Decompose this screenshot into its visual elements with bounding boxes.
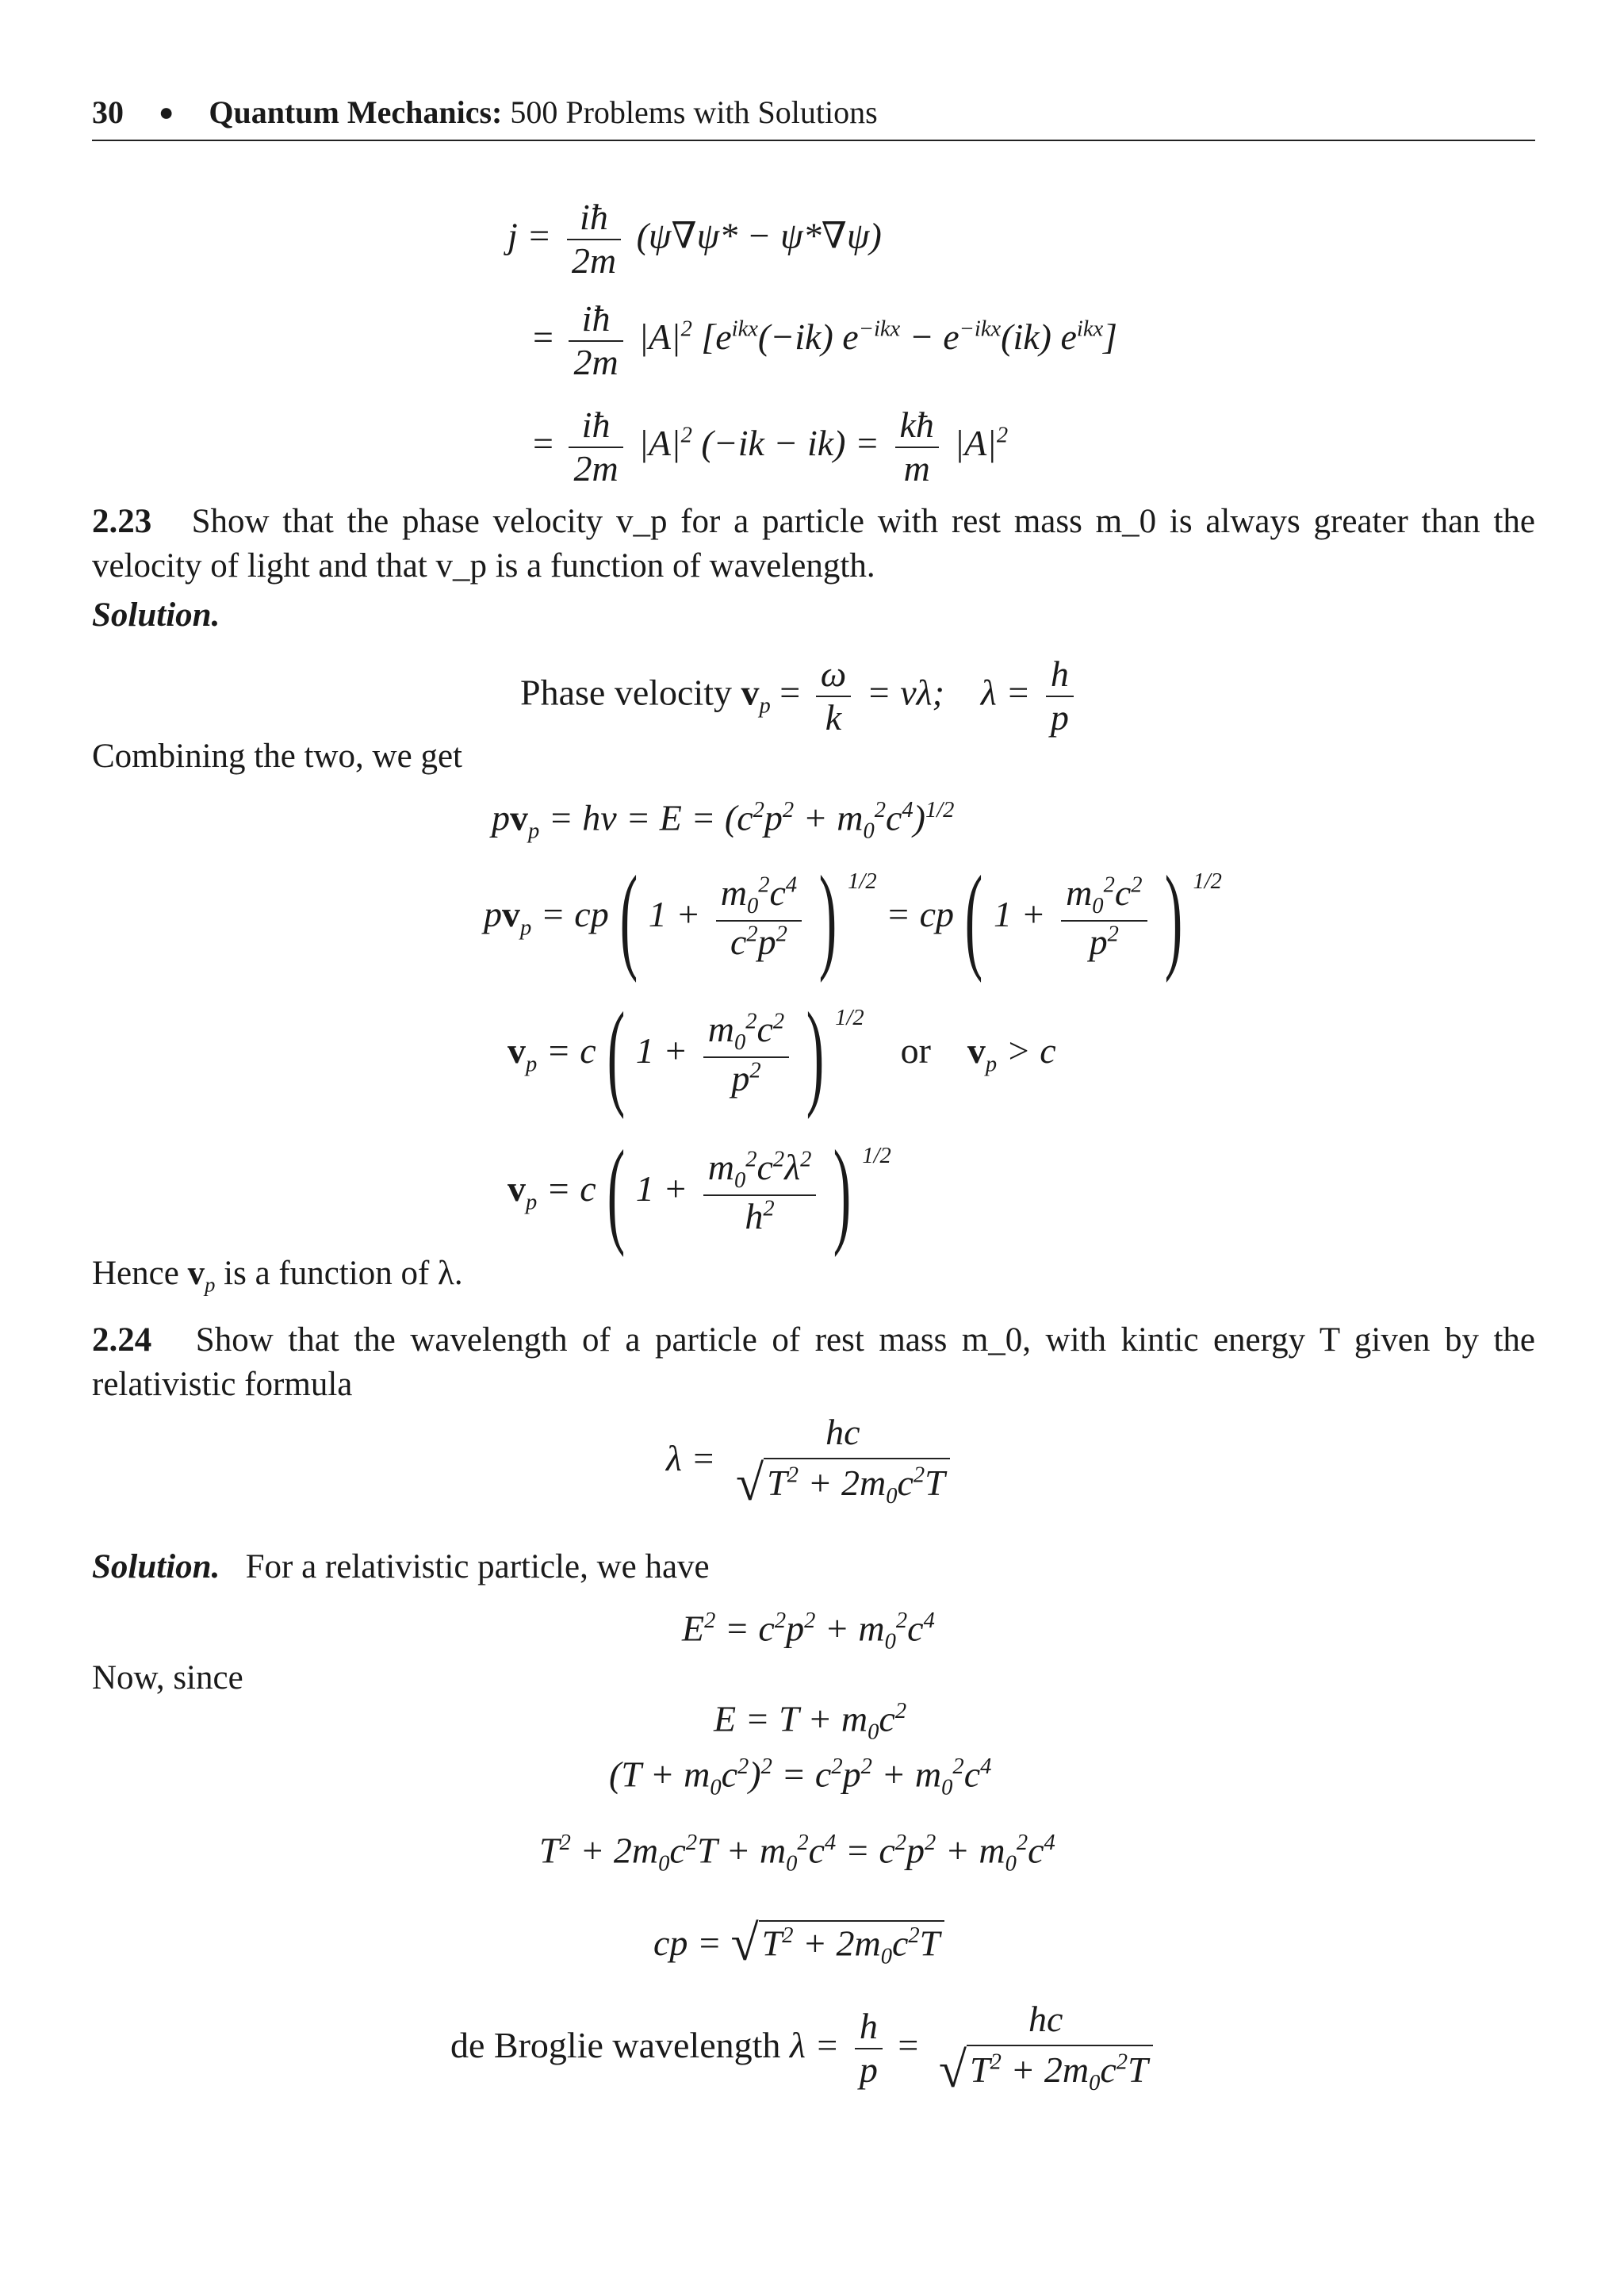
equation-cp: cp = $√T^2 + 2m_0c^2T$	[653, 1918, 944, 1969]
equation-energy-momentum: $E^2 = c^2p^2 + m_0^2c^4$	[682, 1608, 935, 1654]
fraction-ihbar-2m: $\frac{iħ}{2m}$	[567, 197, 621, 282]
equation-j-line1: j = $\frac{iħ}{2m}$ (ψ∇ψ* − ψ*∇ψ)	[508, 197, 882, 281]
solution-2-24	[92, 1550, 710, 1584]
problem-text: Show that the phase velocity v_p for a particle with rest mass m_0 is always greater than the velocity of light and that v_p is a function of wavelength.	[92, 503, 1536, 585]
equation-lambda-statement: λ = hc $√T^2 + 2m_0c^2T$	[666, 1412, 961, 1512]
equation-pvp-energy: $pv_p = h\nu = E = (c^2p^2 + m_0^2c^4)^{1/2}$	[492, 797, 955, 844]
equation-pvp-expanded: $pv_p = cp$( 1 + $\frac{m_0^2c^4}{c^2p^2}$ ) $^{1/2}$ = cp( 1 + $\frac{m_0^2c^2}{p^2}$ ) $^{1/2}$	[484, 852, 1222, 983]
equation-j-line3: = $\frac{iħ}{2m}$ $|A|^2$ (−ik − ik) = $\frac{kħ}{m}$ $|A|^2$	[533, 404, 1009, 489]
equation-j-line2: = $\frac{iħ}{2m}$ $|A|^2$ [$e^{ikx}(-ik) e^{-ikx} - e^{-ikx}(ik)$ $e^{ikx}$]	[533, 298, 1118, 382]
hence-statement: Hence $v_p$ is a function of λ.	[92, 1255, 463, 1297]
running-header	[92, 94, 1535, 141]
equals-sign: =	[533, 316, 553, 358]
j-lhs: j =	[508, 215, 552, 256]
equation-vp-greater-c: $v_p = c$( 1 + $\frac{m_0^2c^2}{p^2}$ ) $^{1/2}$ or $v_p > c$	[508, 988, 1056, 1120]
page-number: 30	[92, 94, 124, 130]
de-broglie-label: de Broglie wavelength	[450, 2024, 781, 2065]
hence-prefix: Hence	[92, 1255, 179, 1292]
now-since-text: Now, since	[92, 1659, 243, 1696]
or-word: or	[900, 1030, 931, 1072]
solution-label: Solution.	[92, 596, 220, 634]
hence-suffix: is a function of λ.	[224, 1255, 463, 1292]
book-subtitle: 500 Problems with Solutions	[510, 94, 878, 130]
bullet-separator: ●	[159, 98, 174, 126]
equation-phase-velocity: Phase velocity $v_p$ = $\frac{\omega}{k}$ = νλ; λ = $\frac{h}{p}$	[520, 654, 1080, 739]
problem-text: Show that the wavelength of a particle of rest mass m_0, with kintic energy T given by the relativistic formula	[92, 1321, 1536, 1403]
equation-expanded-square: $T^2 + 2m_0c^2T + m_0^2c^4 = c^2p^2 + m_0^2c^4$	[539, 1830, 1055, 1877]
combining-text: Combining the two, we get	[92, 738, 462, 775]
solution-label: Solution.	[92, 1548, 220, 1585]
problem-number: 2.23	[92, 503, 152, 540]
problem-2-23-statement	[92, 500, 1535, 589]
problem-2-24-statement	[92, 1318, 1535, 1407]
equation-squared-sum: $(T + m_0c^2)^2 = c^2p^2 + m_0^2c^4$	[609, 1754, 992, 1800]
equation-de-broglie: de Broglie wavelength λ = $\frac{h}{p}$ = hc $√T^2 + 2m_0c^2T$	[450, 1999, 1164, 2099]
book-title: Quantum Mechanics:	[209, 94, 503, 130]
equation-total-energy: $E = T + m_0c^2$	[714, 1698, 907, 1745]
problem-number: 2.24	[92, 1321, 152, 1359]
solution-text: For a relativistic particle, we have	[245, 1548, 710, 1585]
phase-velocity-label: Phase velocity	[520, 672, 732, 713]
equation-vp-lambda: $v_p = c$( 1 + $\frac{m_0^2c^2\lambda^2}{h^2}$ ) $^{1/2}$	[508, 1126, 891, 1258]
